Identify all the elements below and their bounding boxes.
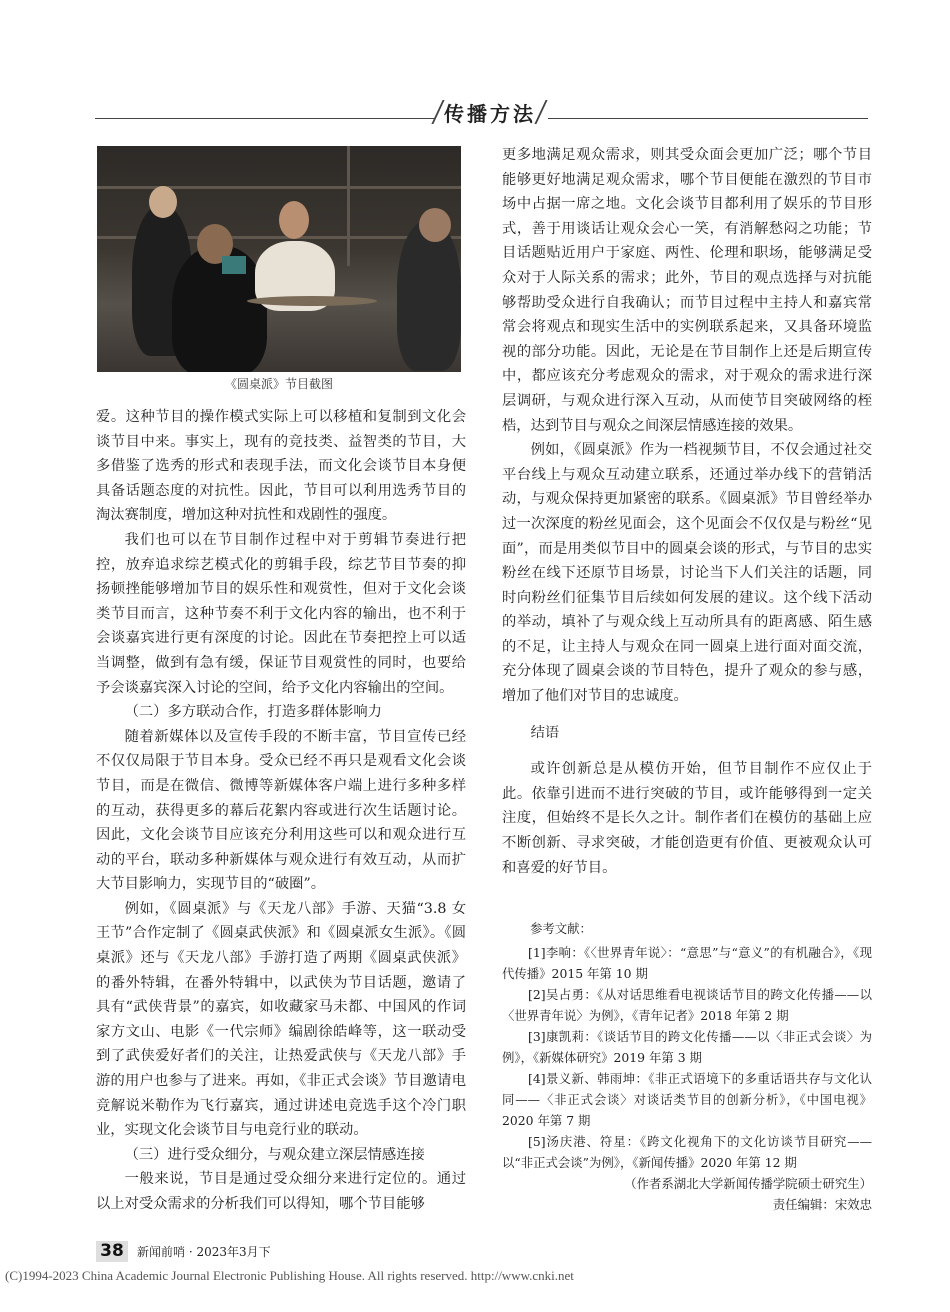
paragraph: 例如，《圆桌派》与《天龙八部》手游、天猫“3.8 女王节”合作定制了《圆桌武侠派》和《圆桌派女生派》。《圆桌派》还与《天龙八部》手游打造了两期《圆桌武侠派》的番外特辑，在番外特辑中，以武侠为节目话题，邀请了具有“武侠背景”的嘉宾，如收藏家马未都、中国风的作词家方文山、电影《一代宗师》编剧徐皓峰等，这一联动受到了武侠爱好者们的关注，让热爱武侠与《天龙八部》手游的用户也参与了进来。再如，《非正式会谈》节目邀请电竞解说米勒作为飞行嘉宾，通过讲述电竞选手这个冷门职业，实现文化会谈节目与电竞行业的联动。 — [96, 900, 466, 1139]
paragraph: 一般来说，节目是通过受众细分来进行定位的。通过以上对受众需求的分析我们可以得知，哪个节目能够 — [96, 1171, 466, 1212]
right-column — [502, 143, 872, 880]
paragraph: 随着新媒体以及宣传手段的不断丰富，节目宣传已经不仅仅局限于节目本身。受众已经不再只是观看文化会谈节目，而是在微信、微博等新媒体客户端上进行多种多样的互动，获得更多的幕后花絮内容或进行次生话题讨论。因此，文化会谈节目应该充分利用这些可以和观众进行互动的平台，联动多种新媒体与观众进行有效互动，从而扩大节目影响力，实现节目的“破圈”。 — [96, 728, 466, 893]
copyright-notice: (C)1994-2023 China Academic Journal Electronic Publishing House. All rights reserved. http://www.cnki.net — [5, 1268, 574, 1283]
references-title: 参考文献： — [530, 921, 592, 936]
subsection-heading: （三）进行受众细分，与观众建立深层情感连接 — [124, 1146, 425, 1163]
reference-item: [1]李响：《〈世界青年说〉：“意思”与“意义”的有机融合》，《现代传播》2015 年第 10 期 — [502, 945, 872, 981]
author-note: （作者系湖北大学新闻传播学院硕士研究生） — [624, 1176, 872, 1191]
paragraph: 例如，《圆桌派》作为一档视频节目，不仅会通过社交平台线上与观众互动建立联系，还通过举办线下的营销活动，与观众保持更加紧密的联系。《圆桌派》节目曾经举办过一次深度的粉丝见面会，这个见面会不仅仅是与粉丝“见面”，而是用类似节目中的圆桌会谈的形式，与节目的忠实粉丝在线下还原节目场景，讨论当下人们关注的话题，同时向粉丝们征集节目后续如何发展的建议。这个线下活动的举动，填补了与观众线上互动所具有的距离感、陌生感的不足，让主持人与观众在同一圆桌上进行面对面交流，充分体现了圆桌会谈的节目特色，提升了观众的参与感，增加了他们对节目的忠诚度。 — [502, 442, 872, 705]
header-slash-right — [534, 100, 547, 124]
paragraph: 爱。这种节目的操作模式实际上可以移植和复制到文化会谈节目中来。事实上，现有的竞技类、益智类的节目，大多借鉴了选秀的形式和表现手法，而文化会谈节目本身便具备话题态度的对抗性。因此，节目可以利用选秀节目的淘汰赛制度，增加这种对抗性和戏剧性的强度。 — [96, 409, 466, 524]
header-rule-left — [95, 118, 435, 119]
left-column — [96, 405, 466, 1217]
references — [502, 918, 872, 1215]
section-title: 传播方法 — [444, 102, 536, 126]
reference-item: [3]康凯莉：《谈话节目的跨文化传播——以〈非正式会谈〉为例》，《新媒体研究》2019 年第 3 期 — [502, 1029, 872, 1065]
journal-info: 新闻前哨 · 2023年3月下 — [137, 1245, 271, 1259]
subsection-heading: （二）多方联动合作，打造多群体影响力 — [124, 704, 382, 721]
page-number: 38 — [96, 1241, 128, 1262]
reference-item: [4]景义新、韩雨坤：《非正式语境下的多重话语共存与文化认同——〈非正式会谈〉对谈话类节目的创新分析》，《中国电视》2020 年第 7 期 — [502, 1071, 872, 1128]
reference-item: [2]吴占勇：《从对话思维看电视谈话节目的跨文化传播——以〈世界青年说〉为例》，《青年记者》2018 年第 2 期 — [502, 987, 872, 1023]
header-rule-right — [548, 118, 868, 119]
header-slash-left — [431, 100, 444, 124]
conclusion-heading: 结语 — [530, 724, 560, 741]
program-screenshot-image — [97, 146, 461, 372]
editor-note: 责任编辑：宋效忠 — [772, 1197, 872, 1212]
conclusion-paragraph: 或许创新总是从模仿开始，但节目制作不应仅止于此。依靠引进而不进行突破的节目，或许能够得到一定关注度，但始终不是长久之计。制作者们在模仿的基础上应不断创新、寻求突破，才能创造更有价值、更被观众认可和喜爱的好节目。 — [502, 761, 872, 876]
figure-caption: 《圆桌派》节目截图 — [224, 377, 333, 391]
reference-item: [5]汤庆港、符星：《跨文化视角下的文化访谈节目研究——以“非正式会谈”为例》，《新闻传播》2020 年第 12 期 — [502, 1134, 872, 1170]
paragraph: 更多地满足观众需求，则其受众面会更加广泛；哪个节目能够更好地满足观众需求，哪个节目便能在激烈的节目市场中占据一席之地。文化会谈节目都利用了娱乐的节目形式，善于用谈话让观众会心一笑，有消解愁闷之功能；节目话题贴近用户于家庭、两性、伦理和职场，能够满足受众对于人际关系的需求；此外，节目的观点选择与对抗能够帮助受众进行自我确认；而节目过程中主持人和嘉宾常常会将观点和现实生活中的实例联系起来，又具备环境监视的部分功能。因此，无论是在节目制作上还是后期宣传中，都应该充分考虑观众的需求，对于观众的需求进行深层调研，与观众进行深入互动，从而使节目突破网络的桎梏，达到节目与观众之间深层情感连接的效果。 — [502, 147, 872, 434]
paragraph: 我们也可以在节目制作过程中对于剪辑节奏进行把控，放弃追求综艺模式化的剪辑手段，综艺节目节奏的抑扬顿挫能够增加节目的娱乐性和观赏性，但对于文化会谈类节目而言，这种节奏不利于文化内容的输出，也不利于会谈嘉宾进行更有深度的讨论。因此在节奏把控上可以适当调整，做到有急有缓，保证节目观赏性的同时，也要给予会谈嘉宾深入讨论的空间，给予文化内容输出的空间。 — [96, 531, 466, 696]
